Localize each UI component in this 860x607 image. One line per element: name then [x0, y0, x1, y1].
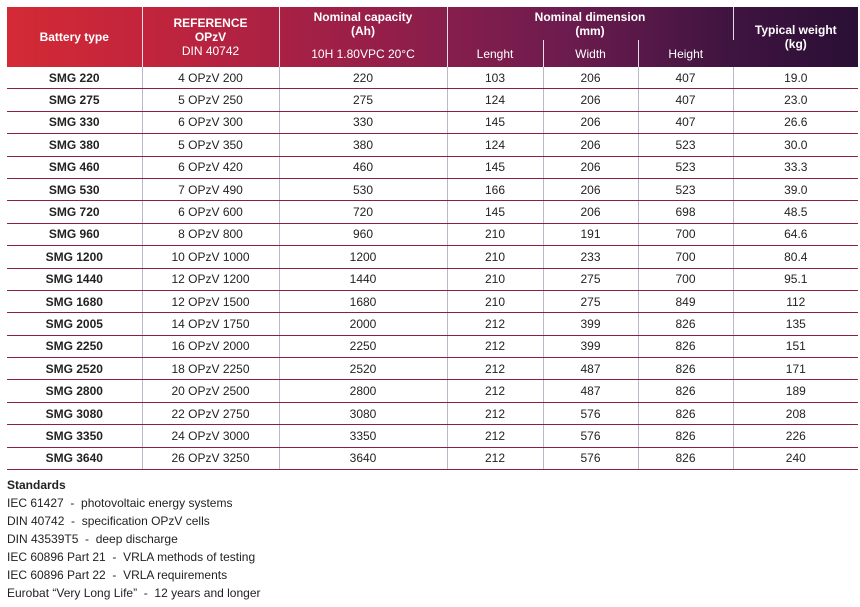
cell-height: 407: [638, 67, 733, 89]
cell-length: 212: [447, 335, 543, 357]
cell-length: 124: [447, 134, 543, 156]
cell-battery-type: SMG 1440: [7, 268, 142, 290]
cell-weight: 226: [733, 425, 858, 447]
header-width: Width: [543, 40, 638, 67]
header-capacity: [279, 7, 447, 40]
cell-width: 576: [543, 402, 638, 424]
table-row: [7, 290, 858, 312]
cell-width: 191: [543, 223, 638, 245]
cell-length: 145: [447, 201, 543, 223]
standard-item: DIN 43539T5 - deep discharge: [7, 532, 178, 547]
cell-height: 698: [638, 201, 733, 223]
cell-weight: 64.6: [733, 223, 858, 245]
cell-capacity: 1680: [279, 290, 447, 312]
cell-weight: 19.0: [733, 67, 858, 89]
cell-reference: 12 OPzV 1500: [142, 290, 279, 312]
cell-reference: 26 OPzV 3250: [142, 447, 279, 469]
header-reference-title: REFERENCE: [173, 16, 248, 30]
header-weight-title: Typical weight: [754, 23, 837, 37]
cell-reference: 10 OPzV 1000: [142, 246, 279, 268]
standard-item: IEC 60896 Part 21 - VRLA methods of testing: [7, 550, 256, 565]
cell-capacity: 460: [279, 156, 447, 178]
cell-capacity: 2250: [279, 335, 447, 357]
cell-width: 206: [543, 178, 638, 200]
cell-capacity: 1200: [279, 246, 447, 268]
cell-height: 700: [638, 246, 733, 268]
cell-capacity: 960: [279, 223, 447, 245]
cell-width: 275: [543, 290, 638, 312]
header-battery-type: Battery type: [7, 7, 142, 67]
cell-height: 523: [638, 134, 733, 156]
table-row: [7, 178, 858, 200]
cell-reference: 7 OPzV 490: [142, 178, 279, 200]
cell-capacity: 3640: [279, 447, 447, 469]
cell-battery-type: SMG 330: [7, 111, 142, 133]
cell-weight: 30.0: [733, 134, 858, 156]
cell-capacity: 275: [279, 89, 447, 111]
table-body: [7, 67, 858, 470]
table-row: [7, 67, 858, 89]
table-row: [7, 335, 858, 357]
cell-height: 700: [638, 268, 733, 290]
cell-battery-type: SMG 2250: [7, 335, 142, 357]
cell-battery-type: SMG 460: [7, 156, 142, 178]
header-reference: [142, 7, 279, 67]
cell-reference: 5 OPzV 350: [142, 134, 279, 156]
cell-height: 826: [638, 358, 733, 380]
header-height: Height: [668, 46, 704, 61]
cell-height: 523: [638, 178, 733, 200]
cell-width: 275: [543, 268, 638, 290]
cell-length: 212: [447, 425, 543, 447]
cell-width: 576: [543, 447, 638, 469]
cell-weight: 189: [733, 380, 858, 402]
table-row: [7, 156, 858, 178]
cell-weight: 135: [733, 313, 858, 335]
cell-length: 210: [447, 246, 543, 268]
cell-length: 212: [447, 313, 543, 335]
cell-weight: 26.6: [733, 111, 858, 133]
cell-width: 206: [543, 67, 638, 89]
cell-battery-type: SMG 1680: [7, 290, 142, 312]
cell-width: 206: [543, 89, 638, 111]
cell-capacity: 380: [279, 134, 447, 156]
cell-height: 826: [638, 447, 733, 469]
cell-reference: 20 OPzV 2500: [142, 380, 279, 402]
table-row: [7, 111, 858, 133]
cell-width: 399: [543, 335, 638, 357]
header-dimension-title: Nominal dimension: [534, 9, 646, 24]
cell-height: 826: [638, 380, 733, 402]
cell-length: 210: [447, 268, 543, 290]
cell-width: 206: [543, 111, 638, 133]
cell-capacity: 3350: [279, 425, 447, 447]
cell-length: 212: [447, 447, 543, 469]
cell-length: 212: [447, 402, 543, 424]
cell-battery-type: SMG 720: [7, 201, 142, 223]
cell-weight: 112: [733, 290, 858, 312]
cell-width: 487: [543, 380, 638, 402]
table-row: [7, 134, 858, 156]
battery-spec-sheet: [7, 7, 858, 602]
cell-battery-type: SMG 380: [7, 134, 142, 156]
standards-list: [7, 494, 858, 602]
header-weight-unit: (kg): [784, 37, 807, 51]
cell-length: 145: [447, 156, 543, 178]
cell-battery-type: SMG 3350: [7, 425, 142, 447]
cell-length: 210: [447, 223, 543, 245]
table-row: [7, 358, 858, 380]
cell-weight: 33.3: [733, 156, 858, 178]
cell-height: 826: [638, 402, 733, 424]
cell-length: 145: [447, 111, 543, 133]
cell-width: 206: [543, 134, 638, 156]
header-capacity-unit: (Ah): [351, 23, 375, 38]
standard-item: IEC 61427 - photovoltaic energy systems: [7, 496, 233, 511]
header-weight: [733, 7, 858, 67]
cell-battery-type: SMG 960: [7, 223, 142, 245]
cell-battery-type: SMG 220: [7, 67, 142, 89]
cell-reference: 6 OPzV 600: [142, 201, 279, 223]
cell-reference: 24 OPzV 3000: [142, 425, 279, 447]
cell-battery-type: SMG 3080: [7, 402, 142, 424]
cell-length: 212: [447, 358, 543, 380]
cell-battery-type: SMG 2800: [7, 380, 142, 402]
cell-height: 407: [638, 111, 733, 133]
table-row: [7, 89, 858, 111]
header-dimension-unit: (mm): [575, 23, 605, 38]
table-row: [7, 246, 858, 268]
cell-reference: 22 OPzV 2750: [142, 402, 279, 424]
cell-capacity: 2520: [279, 358, 447, 380]
cell-height: 523: [638, 156, 733, 178]
standards-section: [7, 476, 858, 602]
standard-item: DIN 40742 - specification OPzV cells: [7, 514, 210, 529]
cell-capacity: 3080: [279, 402, 447, 424]
header-reference-din: DIN 40742: [181, 44, 240, 58]
cell-height: 826: [638, 425, 733, 447]
cell-height: 407: [638, 89, 733, 111]
cell-weight: 95.1: [733, 268, 858, 290]
cell-length: 103: [447, 67, 543, 89]
cell-reference: 4 OPzV 200: [142, 67, 279, 89]
cell-capacity: 1440: [279, 268, 447, 290]
table-row: [7, 201, 858, 223]
header-reference-opzv: OPzV: [194, 30, 227, 44]
cell-weight: 171: [733, 358, 858, 380]
cell-battery-type: SMG 275: [7, 89, 142, 111]
standards-title: Standards: [7, 478, 66, 493]
cell-weight: 39.0: [733, 178, 858, 200]
cell-reference: 18 OPzV 2250: [142, 358, 279, 380]
cell-weight: 48.5: [733, 201, 858, 223]
table-row: [7, 313, 858, 335]
cell-width: 487: [543, 358, 638, 380]
cell-capacity: 720: [279, 201, 447, 223]
cell-height: 849: [638, 290, 733, 312]
cell-width: 233: [543, 246, 638, 268]
cell-width: 206: [543, 201, 638, 223]
battery-table: [7, 7, 858, 470]
cell-capacity: 2800: [279, 380, 447, 402]
table-row: [7, 268, 858, 290]
cell-height: 700: [638, 223, 733, 245]
table-row: [7, 425, 858, 447]
cell-length: 166: [447, 178, 543, 200]
standard-item: IEC 60896 Part 22 - VRLA requirements: [7, 568, 228, 583]
cell-reference: 16 OPzV 2000: [142, 335, 279, 357]
cell-battery-type: SMG 2520: [7, 358, 142, 380]
cell-width: 576: [543, 425, 638, 447]
standard-item: Eurobat “Very Long Life” - 12 years and longer: [7, 586, 261, 601]
cell-length: 124: [447, 89, 543, 111]
cell-reference: 12 OPzV 1200: [142, 268, 279, 290]
table-row: [7, 380, 858, 402]
cell-reference: 14 OPzV 1750: [142, 313, 279, 335]
header-dimension: [447, 7, 733, 40]
header-capacity-sub: 10H 1.80VPC 20°C: [279, 40, 447, 67]
cell-battery-type: SMG 1200: [7, 246, 142, 268]
cell-width: 206: [543, 156, 638, 178]
cell-capacity: 330: [279, 111, 447, 133]
cell-length: 212: [447, 380, 543, 402]
cell-battery-type: SMG 530: [7, 178, 142, 200]
cell-reference: 6 OPzV 420: [142, 156, 279, 178]
cell-capacity: 2000: [279, 313, 447, 335]
cell-weight: 240: [733, 447, 858, 469]
cell-height: 826: [638, 335, 733, 357]
cell-height: 826: [638, 313, 733, 335]
cell-capacity: 220: [279, 67, 447, 89]
cell-reference: 8 OPzV 800: [142, 223, 279, 245]
cell-width: 399: [543, 313, 638, 335]
cell-reference: 6 OPzV 300: [142, 111, 279, 133]
header-capacity-title: Nominal capacity: [313, 9, 413, 24]
cell-weight: 208: [733, 402, 858, 424]
table-header: [7, 7, 858, 67]
cell-weight: 23.0: [733, 89, 858, 111]
table-row: [7, 447, 858, 469]
cell-length: 210: [447, 290, 543, 312]
table-row: [7, 402, 858, 424]
cell-reference: 5 OPzV 250: [142, 89, 279, 111]
table-row: [7, 223, 858, 245]
cell-capacity: 530: [279, 178, 447, 200]
cell-weight: 80.4: [733, 246, 858, 268]
cell-weight: 151: [733, 335, 858, 357]
header-length: Lenght: [447, 40, 543, 67]
cell-battery-type: SMG 3640: [7, 447, 142, 469]
cell-battery-type: SMG 2005: [7, 313, 142, 335]
